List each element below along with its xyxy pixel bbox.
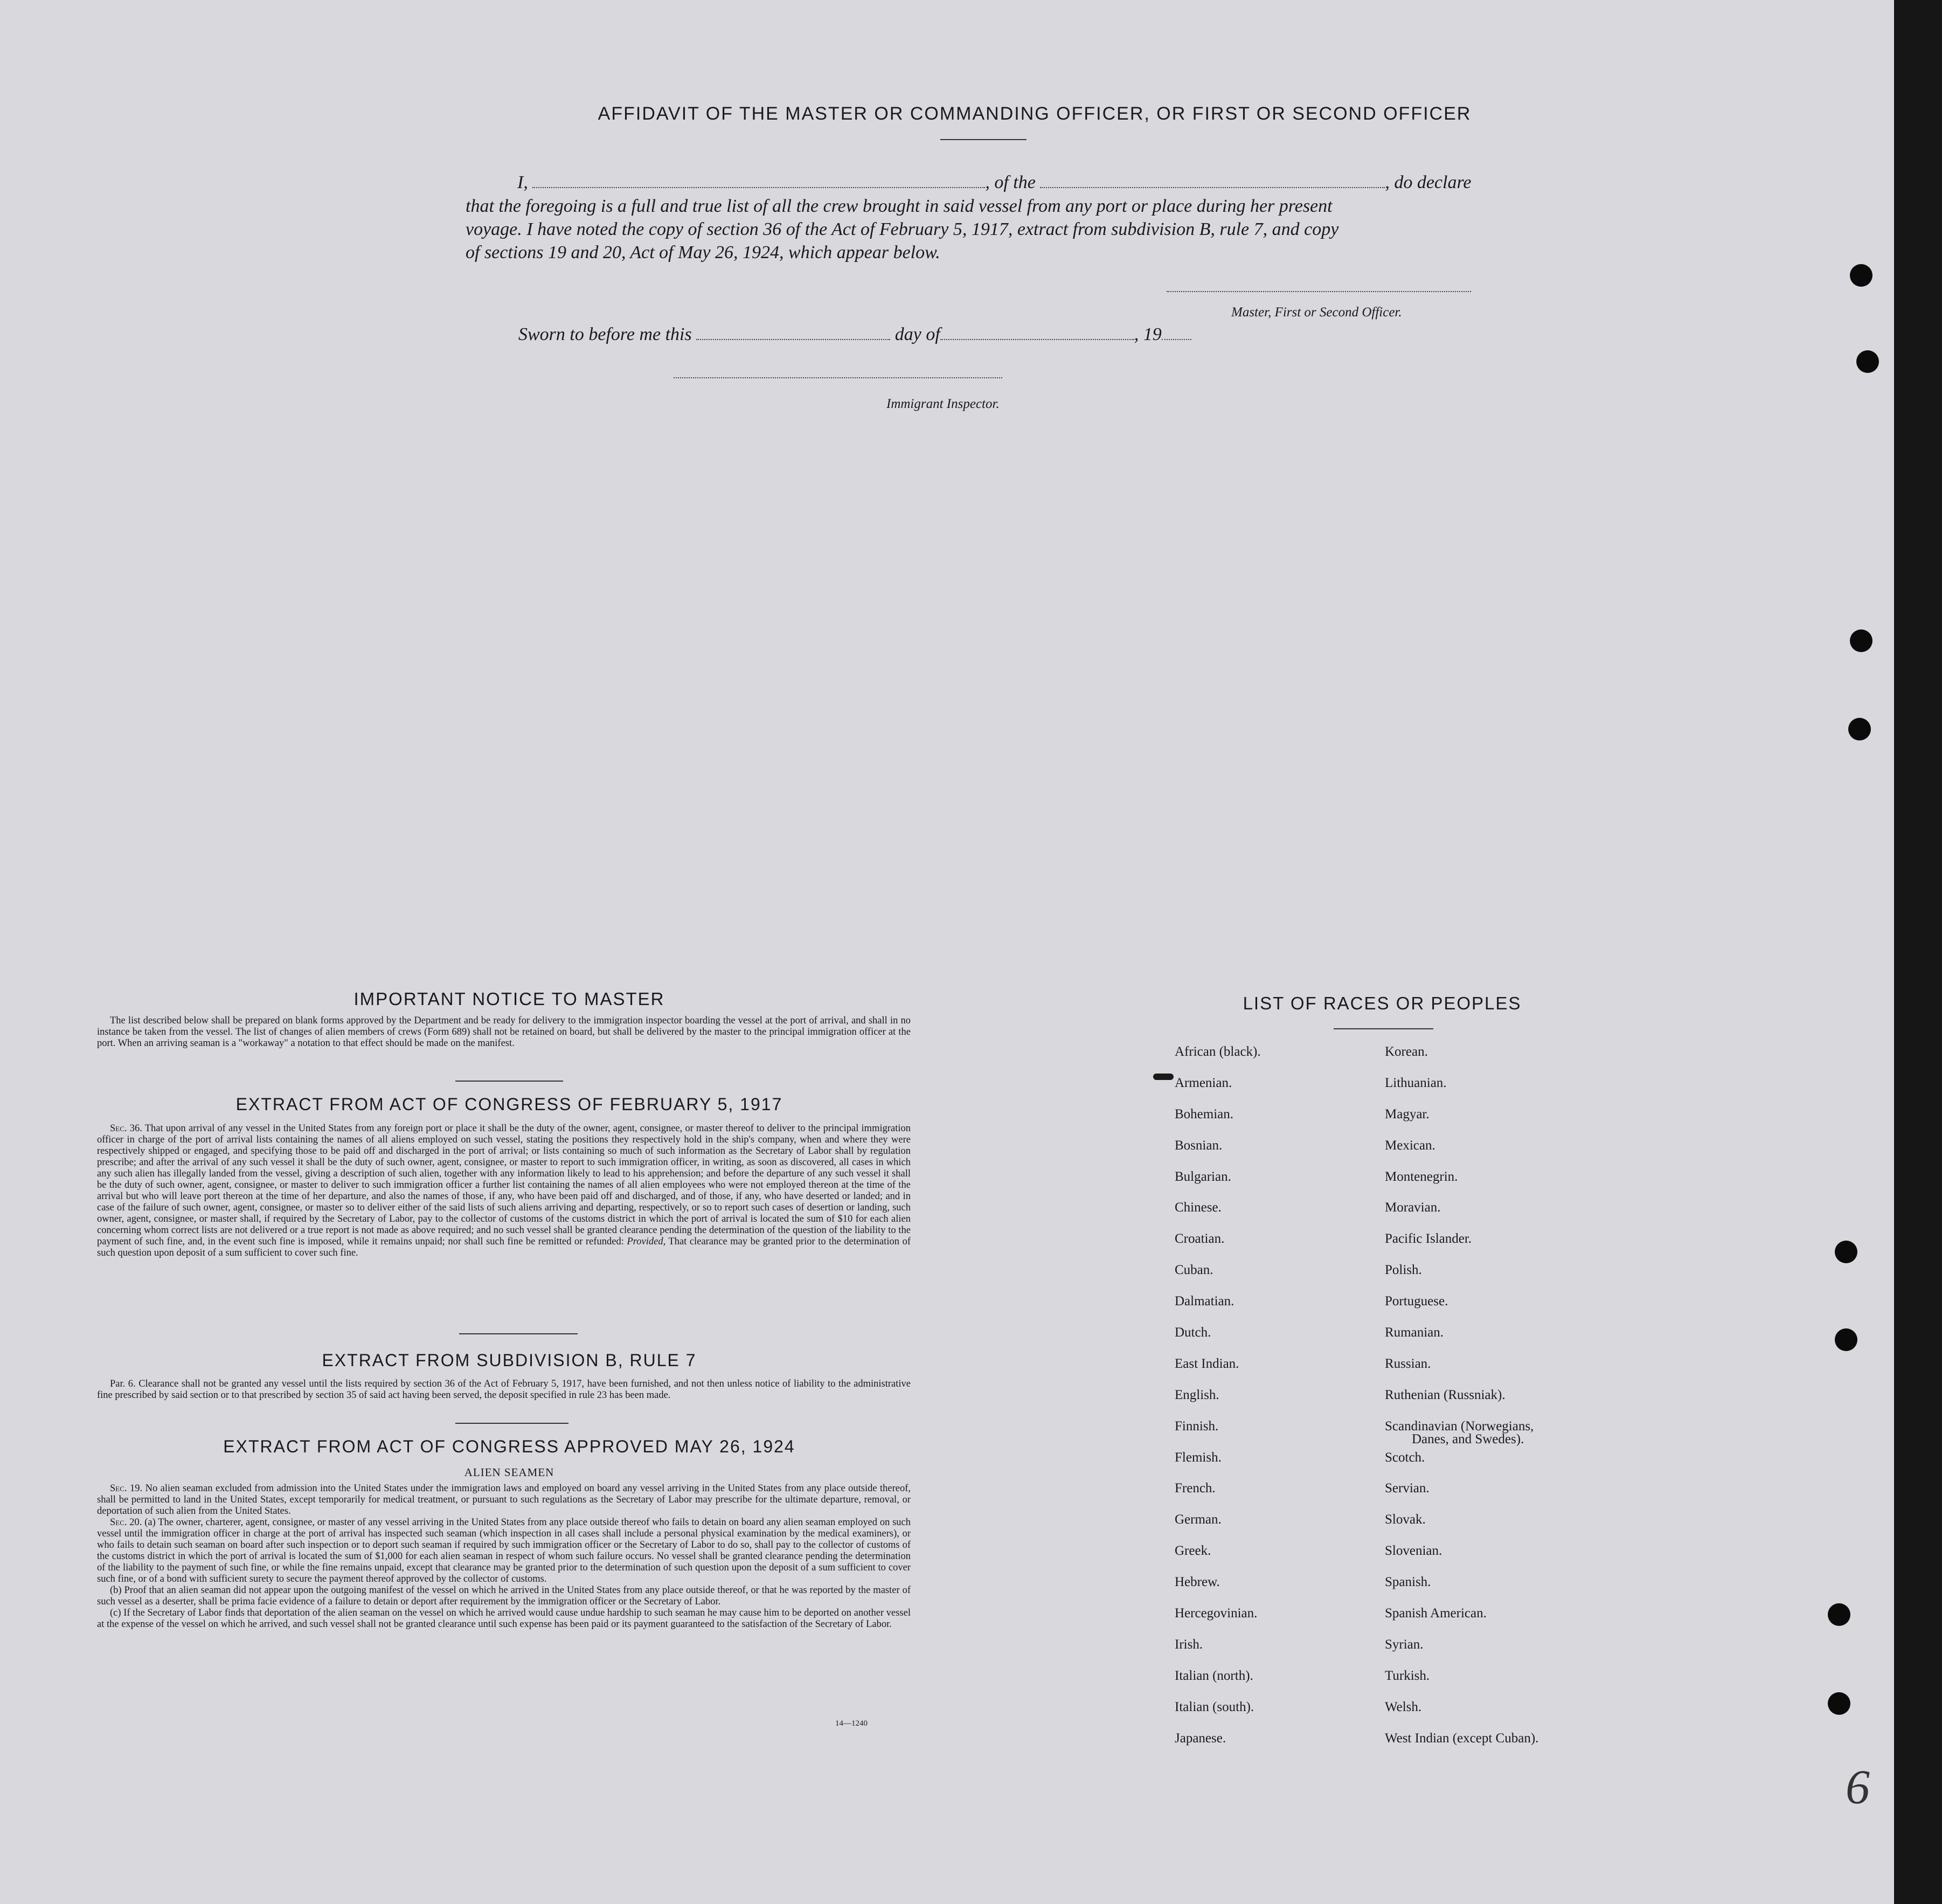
day-of-label: day of (894, 324, 940, 344)
punch-hole-icon (1828, 1692, 1850, 1715)
sec36-paragraph (97, 1123, 911, 1259)
affidavit-title: AFFIDAVIT OF THE MASTER OR COMMANDING OFFICER, OR FIRST OR SECOND OFFICER (598, 103, 1472, 124)
form-number: 14—1240 (835, 1719, 868, 1728)
of-the-label: , of the (985, 172, 1036, 192)
race-item: Magyar. (1385, 1106, 1430, 1121)
sec20a-text: (a) The owner, charterer, agent, consignee, or master of any vessel arriving in the United States from any place outside thereof who fails to detain on board any alien seaman employed on such vessel until the immigration officer in charge at the port of arrival has inspected such seaman (which inspection in all cases shall include a personal physical examination by the medical examiners), or who fails to detain such seaman on board after such inspection or to deport such seaman if required by such immigration officer or the Secretary of Labor to do so, shall pay to the collector of customs of the customs district in which the port of arrival is located the sum of $1,000 for each alien seaman in respect of whom such failure occurs. No vessel shall be granted clearance pending the determination of the liability to the payment of such fine, or while the fine remains unpaid, except that clearance may be granted prior to the determination of such question upon the deposit of a sum sufficient to cover such fine, or of a bond with sufficient surety to secure the payment thereof approved by the collector of customs. (97, 1517, 911, 1584)
punch-hole-icon (1850, 264, 1872, 287)
race-item: Slovak. (1385, 1512, 1426, 1527)
notice-text: The list described below shall be prepared on blank forms approved by the Department and be ready for delivery to the immigration inspector boarding the vessel at the port of arrival, and shall in no instance be taken from the vessel. The list of changes of alien members of crews (Form 689) shall not be retained on board, but shall be delivered by the master to the principal immigration officer at the port. When an arriving seaman is a "workaway" a notation to that effect should be made on the manifest. (97, 1015, 911, 1049)
sec19-label: Sec. 19. (110, 1483, 143, 1494)
race-item: Turkish. (1385, 1668, 1430, 1683)
punch-hole-icon (1848, 718, 1871, 740)
inspector-label: Immigrant Inspector. (886, 397, 1000, 411)
punch-hole-icon (1856, 350, 1879, 373)
race-item: Scotch. (1385, 1450, 1425, 1465)
race-item: Slovenian. (1385, 1543, 1442, 1559)
notice-body (97, 1015, 911, 1049)
race-item: Flemish. (1175, 1450, 1222, 1465)
race-item: Montenegrin. (1385, 1169, 1458, 1184)
race-item: Irish. (1175, 1637, 1203, 1652)
sec36-text-end: That clearance may be granted prior to the determination of such question upon deposit of a sum sufficient to cover such fine. (97, 1236, 911, 1258)
race-item: Bulgarian. (1175, 1169, 1231, 1184)
sworn-line (518, 323, 1191, 346)
race-item: Polish. (1385, 1263, 1422, 1278)
race-item: East Indian. (1175, 1356, 1239, 1371)
alien-seamen-subtitle: ALIEN SEAMEN (464, 1466, 554, 1479)
master-signature-label: Master, First or Second Officer. (1231, 305, 1402, 320)
race-item: Syrian. (1385, 1637, 1424, 1652)
race-item: Mexican. (1385, 1138, 1435, 1153)
race-item: Japanese. (1175, 1730, 1226, 1746)
race-item: Dutch. (1175, 1325, 1211, 1340)
punch-hole-icon (1828, 1603, 1850, 1626)
race-item: West Indian (except Cuban). (1385, 1730, 1539, 1746)
notice-rule (455, 1081, 563, 1082)
race-item: Pacific Islander. (1385, 1231, 1472, 1247)
race-item: Finnish. (1175, 1418, 1219, 1434)
extract-1924-title: EXTRACT FROM ACT OF CONGRESS APPROVED MAY 26, 1924 (223, 1437, 795, 1456)
races-rule (1334, 1028, 1433, 1029)
extract-1917-rule (459, 1333, 578, 1334)
races-column-2 (1385, 1044, 1538, 1761)
master-signature-blank[interactable] (1167, 291, 1471, 292)
rule7-text: Par. 6. Clearance shall not be granted any vessel until the lists required by section 36 of the Act of February 5, 1917, have been furnished, and not then unless notice of liability to the administrative fine prescribed by said section or to that prescribed by section 35 of said act having been served, the deposit specified in rule 23 has been made. (97, 1379, 911, 1401)
race-item: Hebrew. (1175, 1575, 1220, 1590)
race-item: Italian (south). (1175, 1699, 1254, 1714)
extract-1917-body (97, 1123, 911, 1259)
extract-rule7-rule (455, 1423, 568, 1424)
race-item: Italian (north). (1175, 1668, 1253, 1683)
vessel-blank[interactable] (1040, 187, 1385, 188)
punch-hole-icon (1835, 1328, 1857, 1351)
sec36-text: That upon arrival of any vessel in the United States from any foreign port or place it shall be the duty of the owner, agent, consignee, or master thereof to deliver to the principal immigration officer in charge of the port of arrival lists containing the names of all aliens employed on such vessel, stating the positions they respectively hold in the ship's company, when and where they were respectively shipped or engaged, and specifying those to be paid off and discharged in the port of arrival; or lists containing so much of such information as the Secretary of Labor shall by regulation prescribe; and after the arrival of any such vessel it shall be the duty of such owner, agent, consignee, or master to report to such immigration officer, in writing, as soon as discovered, all cases in which any such alien has illegally landed from the vessel, giving a description of such alien, together with any information likely to lead to his apprehension; and before the departure of any such vessel it shall be the duty of such owner, agent, consignee, or master to deliver to such immigration officer a further list containing the names of all alien employees who were not employed thereon at the time of the arrival but who will leave port thereon at the time of her departure, and also the names of those, if any, who have been paid off and discharged, and of those, if any, who have deserted or landed; and in case of the failure of such owner, agent, consignee, or master so to deliver either of the said lists of such aliens arriving and departing, respectively, or so to report such cases of desertion or landing, such owner, agent, consignee, or master shall, if required by the Secretary of Labor, pay to the collector of customs of the customs district in which the port of arrival is located the sum of $10 for each alien concerning whom correct lists are not delivered or a true report is not made as above required; and no such vessel shall be granted clearance pending the determination of the question of the liability to the payment of such fine, and, in the event such fine is imposed, while it remains unpaid; nor shall such fine be remitted or refunded: (97, 1123, 911, 1247)
notice-title: IMPORTANT NOTICE TO MASTER (353, 989, 665, 1009)
race-item: Chinese. (1175, 1200, 1222, 1215)
title-rule (940, 139, 1027, 140)
race-item: Moravian. (1385, 1200, 1441, 1215)
sworn-month-blank[interactable] (940, 339, 1134, 340)
do-declare-label: , do declare (1385, 172, 1472, 192)
race-item: Portuguese. (1385, 1294, 1448, 1309)
sec20a-paragraph (97, 1517, 911, 1585)
sec36-label: Sec. 36. (110, 1123, 142, 1134)
race-item: Dalmatian. (1175, 1294, 1234, 1309)
sworn-day-blank[interactable] (696, 339, 890, 340)
race-item: Hercegovinian. (1175, 1606, 1258, 1621)
extract-rule7-body (97, 1379, 911, 1401)
race-item: Armenian. (1175, 1075, 1232, 1090)
race-item: Welsh. (1385, 1699, 1422, 1714)
extract-1917-title: EXTRACT FROM ACT OF CONGRESS OF FEBRUARY 5, 1917 (235, 1095, 783, 1114)
race-item: Greek. (1175, 1543, 1211, 1559)
name-blank[interactable] (532, 187, 985, 188)
handwritten-mark: 6 (1846, 1761, 1870, 1814)
race-item: Bohemian. (1175, 1106, 1234, 1121)
race-item: Cuban. (1175, 1263, 1213, 1278)
scan-edge (1894, 0, 1942, 1904)
races-column-1 (1175, 1044, 1261, 1761)
sworn-before-label: Sworn to before me this (518, 324, 692, 344)
extract-1924-body (97, 1483, 911, 1630)
race-item: Ruthenian (Russniak). (1385, 1387, 1506, 1402)
race-item: African (black). (1175, 1044, 1261, 1059)
race-item: Croatian. (1175, 1231, 1225, 1247)
provided-label: Provided, (627, 1236, 666, 1247)
sec19-paragraph (97, 1483, 911, 1517)
race-item: Russian. (1385, 1356, 1431, 1371)
race-item-line: Scandinavian (Norwegians, (1385, 1418, 1534, 1434)
race-item: Spanish. (1385, 1575, 1431, 1590)
punch-hole-icon (1850, 629, 1872, 652)
race-item: Lithuanian. (1385, 1075, 1447, 1090)
year-prefix-label: , 19 (1134, 324, 1162, 344)
sec19-text: No alien seaman excluded from admission into the United States under the immigration laws and employed on board any vessel arriving in the United States from any place outside thereof, shall be permitted to land in the United States, except temporarily for medical treatment, or pursuant to such regulations as the Secretary of Labor may prescribe for the ultimate departure, removal, or deportation of such alien from the United States. (97, 1483, 911, 1517)
sec20b-text: (b) Proof that an alien seaman did not appear upon the outgoing manifest of the vessel on which he arrived in the United States from any place outside thereof, or that he was reported by the master of such vessel as a deserter, shall be prima facie evidence of a failure to detain or deport after requirement by the immigration officer or the Secretary of Labor. (97, 1585, 911, 1607)
extract-rule7-title: EXTRACT FROM SUBDIVISION B, RULE 7 (322, 1351, 697, 1370)
race-item: English. (1175, 1387, 1219, 1402)
race-item: Rumanian. (1385, 1325, 1444, 1340)
sec20-label: Sec. 20. (110, 1517, 142, 1528)
race-item: Bosnian. (1175, 1138, 1223, 1153)
affidavit-first-line (517, 171, 1514, 194)
race-item: German. (1175, 1512, 1222, 1527)
race-item: Spanish American. (1385, 1606, 1487, 1621)
sworn-year-blank[interactable] (1162, 339, 1191, 340)
race-item: French. (1175, 1481, 1216, 1496)
race-item: Korean. (1385, 1044, 1428, 1059)
race-item-continuation: Danes, and Swedes). (1412, 1431, 1524, 1446)
sec20c-text: (c) If the Secretary of Labor finds that deportation of the alien seaman on the vessel on which he arrived would cause undue hardship to such seaman he may cause him to be deported on another vessel at the expense of the vessel on which he arrived, and such vessel shall not be granted clearance until such expense has been paid or its payment guaranteed to the satisfaction of the Secretary of Labor. (97, 1608, 911, 1630)
i-label: I, (517, 172, 528, 192)
punch-hole-icon (1835, 1241, 1857, 1263)
affidavit-line-1: that the foregoing is a full and true list of all the crew brought in said vessel from any port or place during her present (466, 196, 1333, 216)
race-item: Servian. (1385, 1481, 1430, 1496)
affidavit-line-3: of sections 19 and 20, Act of May 26, 1924, which appear below. (466, 243, 940, 262)
affidavit-line-2: voyage. I have noted the copy of section 36 of the Act of February 5, 1917, extract from subdivision B, rule 7, and copy (466, 219, 1339, 239)
races-title: LIST OF RACES OR PEOPLES (1243, 993, 1522, 1013)
pointer-mark-icon (1153, 1074, 1174, 1080)
race-item (1385, 1418, 1538, 1450)
inspector-signature-blank[interactable] (674, 377, 1002, 378)
